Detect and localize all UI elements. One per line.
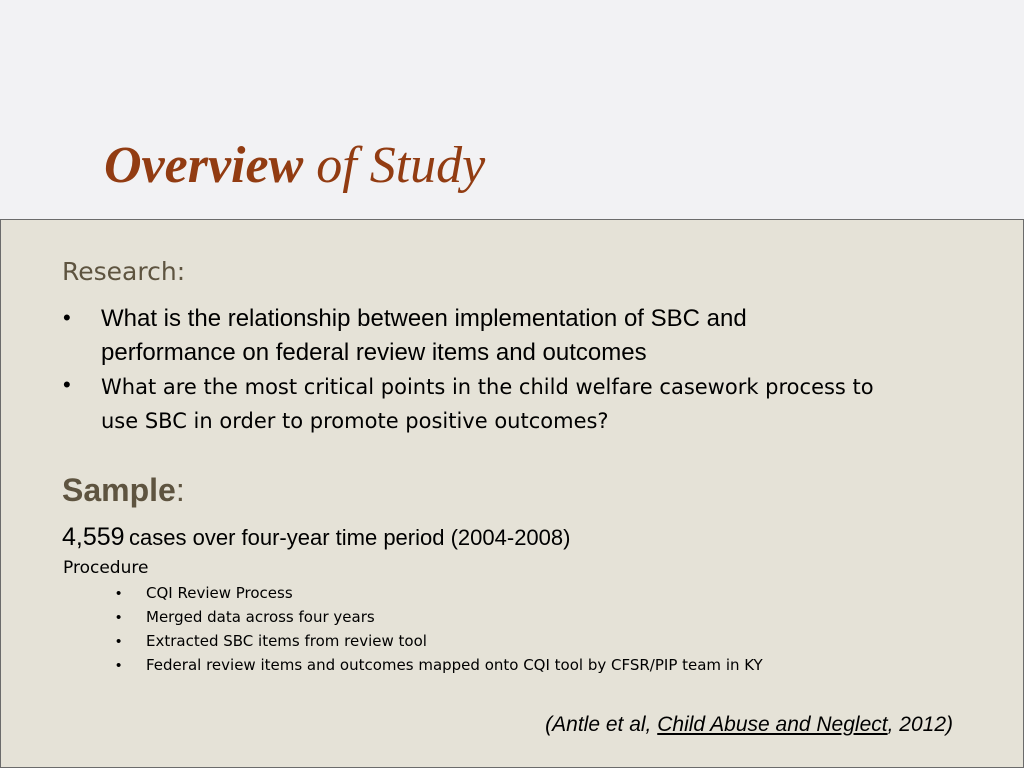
research-heading [62,257,185,286]
citation-journal: Child Abuse and Neglect [657,713,888,736]
sample-heading [62,472,185,509]
procedure-item: Extracted SBC items from review tool [146,632,427,650]
content-panel [0,219,1024,768]
title-rest: of Study [316,137,486,194]
research-question-2-line-2: use SBC in order to promote positive outcomes? [101,409,609,433]
sample-count: 4,559 [62,523,125,551]
sample-heading-text: Sample [62,472,176,508]
sample-colon: : [175,472,185,508]
sample-description: cases over four-year time period (2004-2008) [129,525,571,550]
research-question-2-line-1: What are the most critical points in the child welfare casework process to [101,375,874,399]
procedure-item: Merged data across four years [146,608,375,626]
procedure-label: Procedure [63,558,149,578]
bullet-dot: • [116,657,122,674]
title-bold: Overview [104,137,304,194]
title-area [0,0,1024,220]
bullet-dot: • [116,609,122,626]
research-question-1-line-2: performance on federal review items and outcomes [101,339,647,366]
bullet-dot: • [116,633,122,650]
research-question-1-line-1: What is the relationship between implementation of SBC and [101,305,747,332]
bullet-dot: • [63,372,71,397]
citation-prefix: (Antle et al, [545,713,658,736]
procedure-item: CQI Review Process [146,584,293,602]
sample-stat [62,523,570,552]
procedure-item: Federal review items and outcomes mapped onto CQI tool by CFSR/PIP team in KY [146,656,763,674]
citation-suffix: , 2012) [887,713,953,736]
research-heading-text: Research [62,257,177,286]
citation [545,713,953,737]
bullet-dot: • [116,585,122,602]
bullet-dot: • [63,305,71,330]
research-colon: : [176,257,186,286]
slide-title [104,136,485,195]
